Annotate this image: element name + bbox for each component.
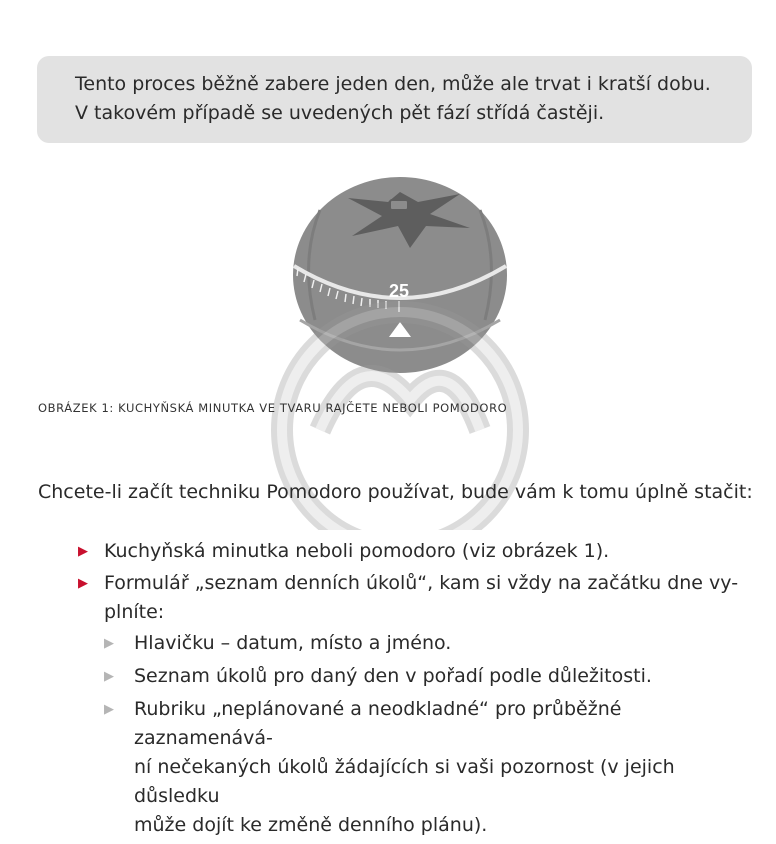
sub-list [104, 629, 758, 840]
callout-line-1: Tento proces běžně zabere jeden den, může ale trvat i kratší dobu. [75, 73, 711, 95]
pomodoro-timer-illustration [260, 170, 550, 530]
triangle-bullet-icon: ▶ [78, 544, 88, 559]
list-item: ▶ Kuchyňská minutka neboli pomodoro (viz obrázek 1). [78, 537, 758, 566]
sub-list-item: ▶ Seznam úkolů pro daný den v pořadí podle důležitosti. [104, 662, 758, 691]
triangle-bullet-icon: ▶ [104, 636, 114, 651]
timer-value: 25 [388, 281, 410, 301]
list-item: ▶ Formulář „seznam denních úkolů“, kam si vždy na začátku dne vy- plníte: ▶ Hlavičku – datum, místo a jméno. ▶ Seznam úkolů pro daný den v pořadí podle důležitosti. ▶ Rubriku „neplánované a neodkladné“ pro průběžné zaznamenává- ní nečekaných úkolů žádajících si vaši pozornost (v jejich důsledku může dojít ke změně denního plánu). [78, 569, 758, 840]
figure-caption: OBRÁZEK 1: KUCHYŇSKÁ MINUTKA VE TVARU RAJČETE NEBOLI POMODORO [38, 401, 508, 415]
sub-list-item: ▶ Rubriku „neplánované a neodkladné“ pro průběžné zaznamenává- ní nečekaných úkolů žádajících si vaši pozornost (v jejich důsledku může dojít ke změně denního plánu). [104, 695, 758, 840]
triangle-bullet-icon: ▶ [104, 702, 114, 717]
pomodoro-figure [260, 170, 550, 530]
callout-line-2: V takovém případě se uvedených pět fází střídá častěji. [75, 102, 605, 124]
requirements-list [78, 537, 758, 844]
triangle-bullet-icon: ▶ [104, 669, 114, 684]
info-callout [37, 56, 752, 143]
intro-paragraph: Chcete-li začít techniku Pomodoro používat, bude vám k tomu úplně stačit: [38, 481, 753, 503]
triangle-bullet-icon: ▶ [78, 576, 88, 591]
sub-list-item: ▶ Hlavičku – datum, místo a jméno. [104, 629, 758, 658]
